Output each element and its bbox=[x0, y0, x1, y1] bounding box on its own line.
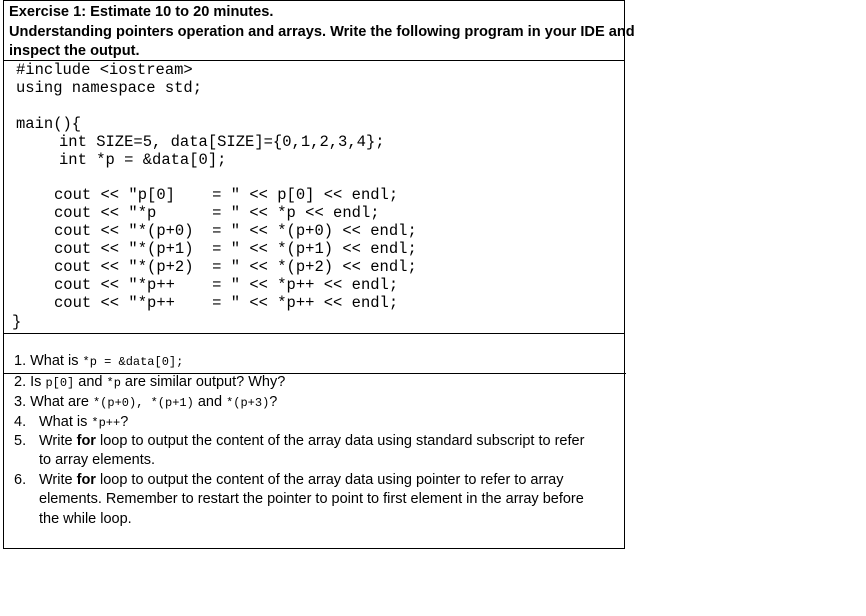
question-1-text: 1. What is bbox=[14, 353, 83, 369]
code-cout-line: cout << "*(p+0) = " << *(p+0) << endl; bbox=[54, 222, 417, 240]
question-4-code: *p++ bbox=[91, 416, 121, 430]
exercise-instructions-line2: inspect the output. bbox=[9, 43, 140, 59]
code-block bbox=[3, 61, 625, 334]
code-cout-line: cout << "*(p+1) = " << *(p+1) << endl; bbox=[54, 240, 417, 258]
question-5 bbox=[39, 432, 584, 452]
question-2 bbox=[14, 373, 285, 394]
code-declaration: int SIZE=5, data[SIZE]={0,1,2,3,4}; bbox=[59, 133, 385, 151]
exercise-sheet bbox=[3, 0, 635, 549]
question-3-text-a: 3. What are bbox=[14, 394, 93, 410]
code-cout-line: cout << "*p = " << *p << endl; bbox=[54, 204, 380, 222]
question-6 bbox=[39, 471, 563, 491]
question-2-code-2: *p bbox=[106, 376, 121, 390]
question-6-text-b: loop to output the content of the array data using pointer to refer to array bbox=[95, 472, 564, 488]
code-pointer-declaration: int *p = &data[0]; bbox=[59, 151, 227, 169]
question-6-text-a: Write bbox=[39, 472, 77, 488]
question-4-text-b: ? bbox=[120, 414, 129, 430]
question-5-line2: to array elements. bbox=[39, 452, 156, 468]
question-2-text-a: 2. Is bbox=[14, 374, 46, 390]
code-main-open: main(){ bbox=[16, 115, 82, 133]
question-3 bbox=[14, 393, 277, 414]
question-5-text-a: Write bbox=[39, 433, 77, 449]
code-include: #include <iostream> bbox=[16, 61, 193, 79]
question-6-line2: elements. Remember to restart the pointer to point to first element in the array before bbox=[39, 491, 584, 507]
code-using: using namespace std; bbox=[16, 79, 203, 97]
question-6-number: 6. bbox=[14, 472, 27, 488]
code-cout-line: cout << "*(p+2) = " << *(p+2) << endl; bbox=[54, 258, 417, 276]
exercise-instructions-line1: Understanding pointers operation and arrays. Write the following program in your IDE and bbox=[9, 24, 635, 40]
question-4 bbox=[39, 413, 128, 434]
question-2-text-b: and bbox=[74, 374, 107, 390]
code-cout-line: cout << "*p++ = " << *p++ << endl; bbox=[54, 294, 399, 312]
questions-block bbox=[3, 334, 625, 549]
question-4-number: 4. bbox=[14, 414, 27, 430]
question-6-keyword: for bbox=[76, 472, 96, 488]
code-cout-line: cout << "*p++ = " << *p++ << endl; bbox=[54, 276, 399, 294]
exercise-header bbox=[3, 0, 635, 61]
code-cout-line: cout << "p[0] = " << p[0] << endl; bbox=[54, 186, 399, 204]
question-3-code-2: *(p+3) bbox=[226, 396, 270, 410]
question-6-line3: the while loop. bbox=[39, 511, 132, 527]
question-2-text-c: are similar output? Why? bbox=[120, 374, 286, 390]
question-3-text-c: ? bbox=[269, 394, 278, 410]
question-4-text-a: What is bbox=[39, 414, 92, 430]
question-1 bbox=[14, 352, 183, 373]
question-3-text-b: and bbox=[193, 394, 227, 410]
question-1-code: *p = &data[0]; bbox=[82, 355, 184, 369]
question-5-number: 5. bbox=[14, 433, 27, 449]
exercise-title: Exercise 1: Estimate 10 to 20 minutes. bbox=[9, 4, 274, 20]
question-5-keyword: for bbox=[76, 433, 96, 449]
question-3-code-1: *(p+0), *(p+1) bbox=[92, 396, 194, 410]
question-5-text-b: loop to output the content of the array data using standard subscript to refer bbox=[95, 433, 585, 449]
question-2-code-1: p[0] bbox=[45, 376, 75, 390]
code-close-brace: } bbox=[12, 313, 22, 331]
